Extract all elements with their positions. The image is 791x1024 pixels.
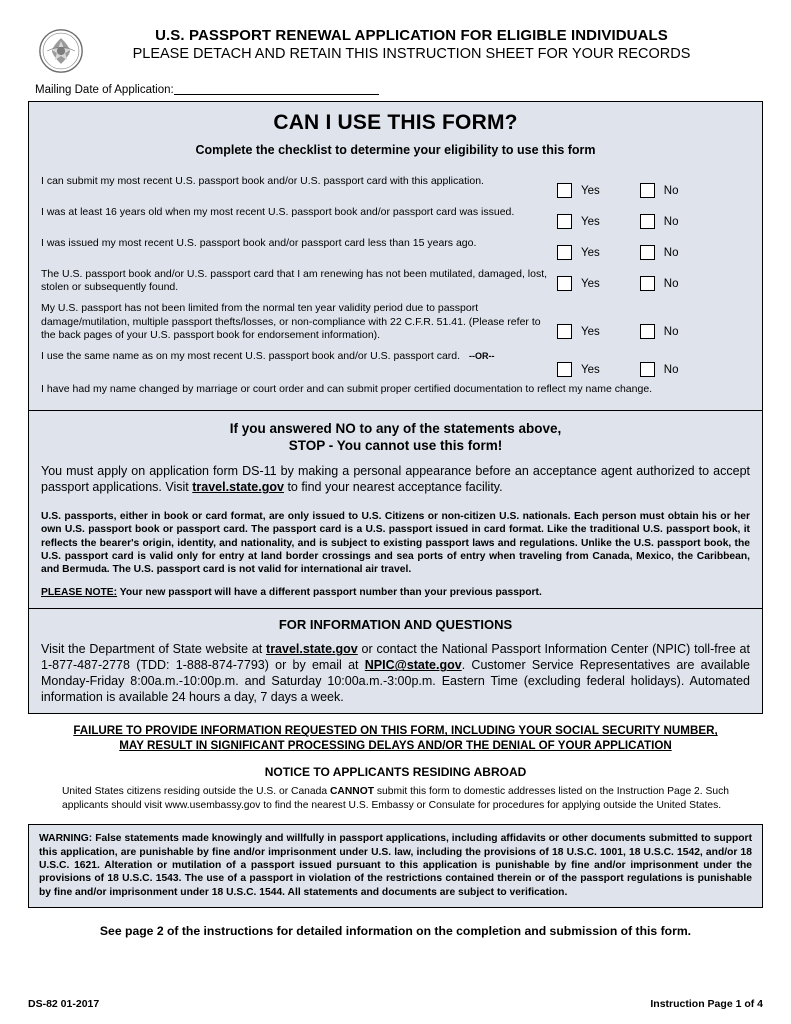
checklist-statement: My U.S. passport has not been limited from the normal ten year validity period due to passport damage/mutilation, multiple passport thefts/losses, or non-compliance with 22 C.F.R. 51.41. (Please refer to the back pages of your U.S. passport book for endorsement information). — [41, 302, 541, 341]
eligibility-section — [29, 102, 762, 411]
see-page-note: See page 2 of the instructions for detailed information on the completion and submission of this form. — [99, 924, 692, 939]
checklist-no-option[interactable] — [640, 324, 679, 339]
please-note-label: PLEASE NOTE: — [41, 587, 118, 599]
checkbox-yes[interactable] — [557, 245, 572, 260]
checkbox-no[interactable] — [640, 276, 655, 291]
checklist-answers — [549, 302, 762, 339]
checklist-no-option[interactable] — [640, 276, 679, 291]
checklist-statement: I was at least 16 years old when my most recent U.S. passport book and/or passport card was issued. — [41, 206, 515, 218]
checkbox-no[interactable] — [640, 214, 655, 229]
no-label: No — [663, 277, 679, 290]
stop-heading-line1: If you answered NO to any of the statements above, — [229, 421, 562, 437]
checklist-no-option[interactable] — [640, 214, 679, 229]
checklist-statement: I can submit my most recent U.S. passport book and/or U.S. passport card with this application. — [41, 175, 484, 187]
yes-label: Yes — [581, 277, 600, 290]
information-mid: or contact the National Passport Information Center (NPIC) toll-free at 1-877-487-2778 (TDD: 1-888-874-7793) or by email at — [41, 642, 750, 673]
no-label: No — [663, 363, 679, 376]
page-subtitle: PLEASE DETACH AND RETAIN THIS INSTRUCTION SHEET FOR YOUR RECORDS — [132, 46, 691, 62]
checklist-yes-option[interactable] — [557, 324, 600, 339]
checklist-row — [29, 202, 762, 233]
checklist-row — [29, 346, 762, 381]
checklist-yes-option[interactable] — [557, 362, 600, 377]
checklist-row — [29, 233, 762, 264]
eligibility-subtitle: Complete the checklist to determine your eligibility to use this form — [195, 143, 596, 157]
page-title: U.S. PASSPORT RENEWAL APPLICATION FOR ELIGIBLE INDIVIDUALS — [155, 27, 668, 44]
checklist-yes-option[interactable] — [557, 245, 600, 260]
checkbox-yes[interactable] — [557, 362, 572, 377]
information-post: . Customer Service Representatives are available Monday-Friday 8:00a.m.-10:00p.m. and Saturday 10:00a.m.-3:00p.m. Eastern Time (excluding federal holidays). Automated information is available 24 hours a day, 7 days a week. — [41, 658, 751, 705]
checkbox-no[interactable] — [640, 324, 655, 339]
abroad-body — [28, 783, 763, 820]
stop-section — [29, 411, 762, 609]
failure-notice-line2: MAY RESULT IN SIGNIFICANT PROCESSING DELAYS AND/OR THE DENIAL OF YOUR APPLICATION — [119, 739, 672, 753]
warning-label: WARNING: — [39, 833, 93, 845]
checklist-no-option[interactable] — [640, 183, 679, 198]
checkbox-no[interactable] — [640, 245, 655, 260]
mailing-date-label: Mailing Date of Application: — [35, 84, 174, 96]
checklist-answers — [549, 237, 762, 260]
checklist-answers — [549, 175, 762, 198]
information-heading: FOR INFORMATION AND QUESTIONS — [278, 617, 513, 633]
abroad-body-post: submit this form to domestic addresses listed on the Instruction Page 2. Such applicants should visit www.usembassy.gov to find the nearest U.S. Embassy or Consulate for procedures for applying outside the United States. — [62, 786, 729, 811]
eligibility-checklist — [29, 167, 762, 410]
no-label: No — [663, 184, 679, 197]
checklist-answers — [549, 350, 762, 377]
travel-state-gov-link[interactable]: travel.state.gov — [192, 480, 284, 495]
information-pre: Visit the Department of State website at — [41, 642, 267, 657]
or-separator: --OR-- — [468, 351, 495, 362]
checkbox-yes[interactable] — [557, 214, 572, 229]
abroad-body-pre: United States citizens residing outside the U.S. or Canada — [62, 786, 330, 798]
yes-label: Yes — [581, 363, 600, 376]
information-paragraph — [29, 634, 762, 713]
no-label: No — [663, 325, 679, 338]
checklist-row — [29, 264, 762, 298]
checkbox-yes[interactable] — [557, 276, 572, 291]
checkbox-yes[interactable] — [557, 183, 572, 198]
please-note — [29, 580, 762, 608]
warning-body: False statements made knowingly and willfully in passport applications, including affidavits or other documents submitted to support this application, are punishable by fine and/or imprisonment under U.S. law, including the provisions of 18 U.S.C. 1001, 18 U.S.C. 1542, and/or 18 U.S.C. 1621. Alteration or mutilation of a passport issued pursuant to this application is punishable by fine and/or imprisonment under the provisions of 18 U.S.C. 1543. The use of a passport in violation of the restrictions contained therein or of the passport regulations is punishable by fine and/or imprisonment under 18 U.S.C. 1544. All statements and documents are subject to verification. — [39, 833, 752, 898]
yes-label: Yes — [581, 215, 600, 228]
checklist-row — [29, 298, 762, 346]
yes-label: Yes — [581, 325, 600, 338]
warning-text — [39, 832, 752, 899]
checklist-statement: I was issued my most recent U.S. passport book and/or passport card less than 15 years ago. — [41, 237, 477, 249]
checklist-no-option[interactable] — [640, 245, 679, 260]
warning-box — [28, 824, 763, 908]
information-section — [29, 609, 762, 713]
checkbox-yes[interactable] — [557, 324, 572, 339]
no-label: No — [663, 246, 679, 259]
abroad-body-emphasis: CANNOT — [329, 786, 375, 798]
failure-notice — [28, 714, 763, 755]
page-number: Instruction Page 1 of 4 — [650, 998, 763, 1010]
alternate-statement: I have had my name changed by marriage or court order and can submit proper certified documentation to reflect my name change. — [41, 383, 653, 396]
npic-email-link[interactable]: NPIC@state.gov — [364, 658, 462, 673]
checklist-statement — [29, 350, 549, 363]
checklist-row — [29, 171, 762, 202]
checkbox-no[interactable] — [640, 362, 655, 377]
checklist-yes-option[interactable] — [557, 214, 600, 229]
checklist-statement: The U.S. passport book and/or U.S. passport card that I am renewing has not been mutilated, damaged, lost, stolen or subsequently found. — [41, 268, 548, 294]
stop-paragraph-post: to find your nearest acceptance facility. — [283, 480, 503, 495]
checklist-yes-option[interactable] — [557, 183, 600, 198]
abroad-heading: NOTICE TO APPLICANTS RESIDING ABROAD — [264, 765, 527, 780]
yes-label: Yes — [581, 184, 600, 197]
yes-label: Yes — [581, 246, 600, 259]
failure-notice-line1: FAILURE TO PROVIDE INFORMATION REQUESTED ON THIS FORM, INCLUDING YOUR SOCIAL SECURITY NUMBER, — [73, 724, 718, 738]
document-footer — [28, 998, 763, 1010]
no-label: No — [663, 215, 679, 228]
checklist-answers — [549, 206, 762, 229]
mailing-date-field[interactable] — [35, 83, 763, 96]
stop-heading-line2: STOP - You cannot use this form! — [288, 438, 503, 454]
eligibility-title: CAN I USE THIS FORM? — [273, 111, 518, 134]
checklist-yes-option[interactable] — [557, 276, 600, 291]
instruction-box — [28, 101, 763, 714]
stop-heading — [29, 411, 762, 456]
stop-paragraph-pre: You must apply on application form DS-11 by making a personal appearance before an acceptance agent authorized to accept passport applications. Visit — [41, 464, 750, 495]
passport-card-info: U.S. passports, either in book or card format, are only issued to U.S. Citizens or non-citizen U.S. nationals. Each person must obtain his or her own U.S. passport book or passport card. The passport card is a U.S. passport issued in card format. Like the traditional U.S. passport book, it reflects the bearer's origin, identity, and nationality, and is subject to existing passport laws and regulations. Unlike the U.S. passport book, the U.S. passport card is valid only for entry at land border crossings and sea ports of entry when traveling from Canada, Mexico, the Caribbean, and Bermuda. The U.S. passport card is not valid for international air travel. — [41, 511, 750, 576]
stop-paragraph — [29, 456, 762, 503]
mailing-date-line[interactable] — [174, 83, 379, 95]
checklist-no-option[interactable] — [640, 362, 679, 377]
form-id: DS-82 01-2017 — [28, 998, 100, 1010]
document-header — [28, 26, 763, 74]
department-of-state-seal-icon — [38, 28, 84, 74]
checkbox-no[interactable] — [640, 183, 655, 198]
checklist-statement-text: I use the same name as on my most recent U.S. passport book and/or U.S. passport card. — [41, 350, 461, 363]
please-note-text: Your new passport will have a different passport number than your previous passport. — [117, 587, 542, 599]
checklist-answers — [549, 268, 762, 291]
travel-state-gov-link[interactable]: travel.state.gov — [266, 642, 358, 657]
